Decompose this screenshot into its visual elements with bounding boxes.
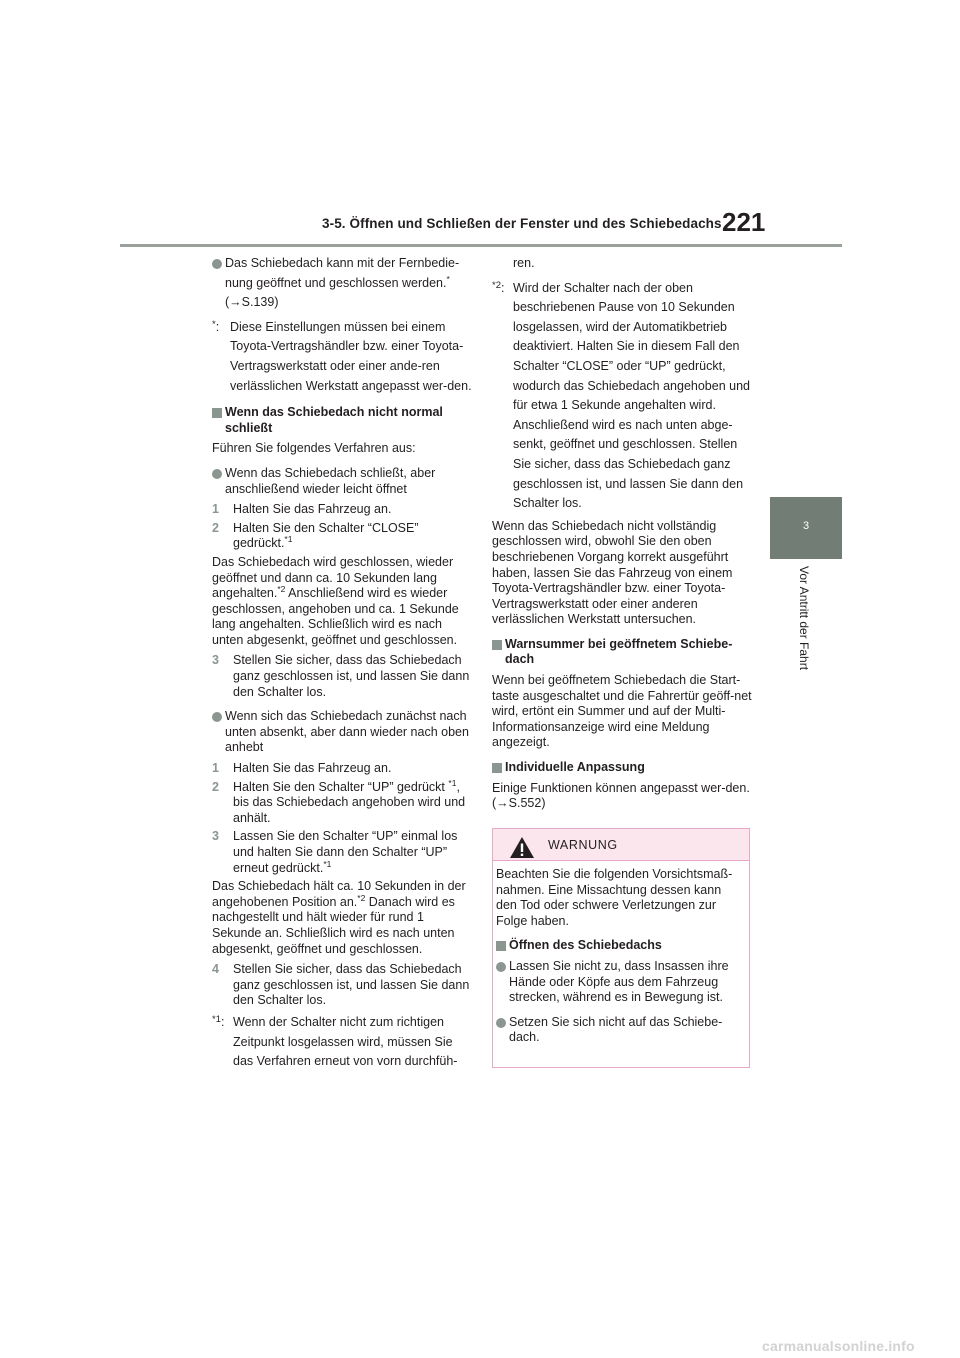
warning-heading: Öffnen des Schiebedachs [496, 938, 736, 954]
watermark: carmanualsonline.info [762, 1338, 915, 1354]
heading-buzzer: Warnsummer bei geöffnetem Schiebe-dach [492, 637, 754, 668]
footnote-star [212, 318, 474, 396]
heading-square-icon [492, 763, 502, 773]
step-4: 4 Stellen Sie sicher, dass das Schiebedach ganz geschlossen ist, und lassen Sie dann den Schalter los. [212, 962, 470, 1008]
warning-header [493, 829, 749, 861]
section-title: 3-5. Öffnen und Schließen der Fenster und des Schiebedachs [322, 216, 722, 231]
heading-customization: Individuelle Anpassung [492, 760, 754, 776]
page-number: 221 [722, 207, 766, 237]
bullet-icon [212, 259, 222, 269]
paragraph: Das Schiebedach wird geschlossen, wieder geöffnet und dann ca. 10 Sekunden lang angehalten.$^{*2}$ Anschließend wird es wieder geschlossen, angehoben und ca. 1 Sekunde lang angehalten. Schließlich wird es nach unten abgesenkt, geöffnet und geschlossen. [212, 554, 459, 647]
step-2: 2 Halten Sie den Schalter “CLOSE” gedrückt.$^{*1}$ [212, 520, 419, 551]
warning-intro: Beachten Sie die folgenden Vorsichtsmaß-nahmen. Eine Missachtung dessen kann den Tod oder schwere Verletzungen zur Folge haben. [496, 867, 733, 928]
footnote-text: Wenn der Schalter nicht zum richtigen Zeitpunkt losgelassen wird, müssen Sie das Verfahren erneut von vorn durchfüh- [233, 1014, 458, 1069]
warning-box [492, 828, 750, 1068]
bullet-remote [212, 254, 474, 313]
warning-icon [509, 836, 535, 859]
step-1: 1 Halten Sie das Fahrzeug an. [212, 502, 392, 517]
bullet-icon [496, 962, 506, 972]
footnote-mark: *2 : [492, 275, 504, 296]
right-column [492, 254, 754, 817]
warning-body [493, 861, 736, 1046]
step-2: 2 Halten Sie den Schalter “UP” gedrückt $^{*1}$, bis das Schiebedach angehoben wird und anhält. [212, 777, 466, 825]
paragraph: Das Schiebedach hält ca. 10 Sekunden in der angehobenen Position an.$^{*2}$ Danach wird es nachgestellt und hält wieder für rund 1 Sekunde an. Schließlich wird es nach unten abgesenkt, geöffnet und geschlossen. [212, 879, 466, 956]
warning-bullet: Setzen Sie sich nicht auf das Schiebe-dach. [496, 1015, 736, 1046]
bullet-case-2: Wenn sich das Schiebedach zunächst nach unten absenkt, aber dann wieder nach oben anhebt [212, 709, 474, 756]
heading-square-icon [212, 408, 222, 418]
footnote-text: Diese Einstellungen müssen bei einem Toyota-Vertragshändler bzw. einer Toyota-Vertragswerkstatt oder einer ande-ren verlässlichen Werkstatt angepasst wer-den. [230, 319, 472, 393]
chapter-label: Vor Antritt der Fahrt [797, 566, 811, 671]
footnote-ref: * [446, 273, 450, 284]
left-column [212, 254, 474, 1077]
bullet-icon [212, 712, 222, 722]
bullet-text: Das Schiebedach kann mit der Fernbedie-nung geöffnet und geschlossen werden. [225, 256, 460, 290]
chapter-number: 3 [802, 520, 810, 532]
step-3: 3 Lassen Sie den Schalter “UP” einmal los und halten Sie dann den Schalter “UP” erneut gedrückt.$^{*1}$ [212, 829, 458, 875]
heading-square-icon [496, 941, 506, 951]
heading-square-icon [492, 640, 502, 650]
warning-title: WARNUNG [548, 838, 618, 852]
footnote-text: Wird der Schalter nach der oben beschriebenen Pause von 10 Sekunden losgelassen, wird der Automatikbetrieb deaktiviert. Halten Sie in diesem Fall den Schalter “CLOSE” oder “UP” gedrückt, wodurch das Schiebedach angehoben und für etwa 1 Sekunde angehalten wird. Anschließend wird es nach unten abge-senkt, geöffnet und geschlossen. Stellen Sie sicher, dass das Schiebedach ganz geschlossen ist, und lassen Sie dann den Schalter los. [513, 280, 750, 511]
footnote-mark: *1 : [212, 1009, 224, 1030]
footnote-1 [212, 1013, 474, 1072]
bullet-icon [212, 469, 222, 479]
warning-bullet: Lassen Sie nicht zu, dass Insassen ihre Hände oder Köpfe aus dem Fahrzeug strecken, während es in Bewegung ist. [496, 959, 736, 1006]
step-3: 3 Stellen Sie sicher, dass das Schiebedach ganz geschlossen ist, und lassen Sie dann den Schalter los. [212, 653, 470, 699]
step-1: 1 Halten Sie das Fahrzeug an. [212, 761, 392, 776]
bullet-case-1: Wenn das Schiebedach schließt, aber anschließend wieder leicht öffnet [212, 466, 474, 497]
paragraph: Wenn das Schiebedach nicht vollständig geschlossen wird, obwohl Sie den oben beschriebenen Vorgang korrekt ausgeführt haben, lassen Sie das Fahrzeug von einem Toyota-Vertragshändler bzw. einer Toyota-Vertragswerkstatt oder einer anderen verlässlichen Werkstatt untersuchen. [492, 518, 733, 627]
heading-not-closing: Wenn das Schiebedach nicht normal schließt [212, 405, 474, 436]
footnote-mark: * : [212, 314, 219, 335]
paragraph: Wenn bei geöffnetem Schiebedach die Start-taste ausgeschaltet und die Fahrertür geöff-net wird, ertönt ein Summer und auf der Multi-Informationsanzeige wird eine Meldung angezeigt. [492, 673, 752, 750]
paragraph-with-link: Einige Funktionen können angepasst wer-den. (→S.552) [492, 780, 750, 811]
bullet-icon [496, 1018, 506, 1028]
footnote-1-continued: ren. [513, 256, 535, 270]
paragraph: Führen Sie folgendes Verfahren aus: [212, 441, 416, 456]
header-divider [120, 244, 842, 247]
footnote-2 [492, 279, 754, 514]
page-ref-link[interactable]: (→S.139) [225, 295, 279, 310]
